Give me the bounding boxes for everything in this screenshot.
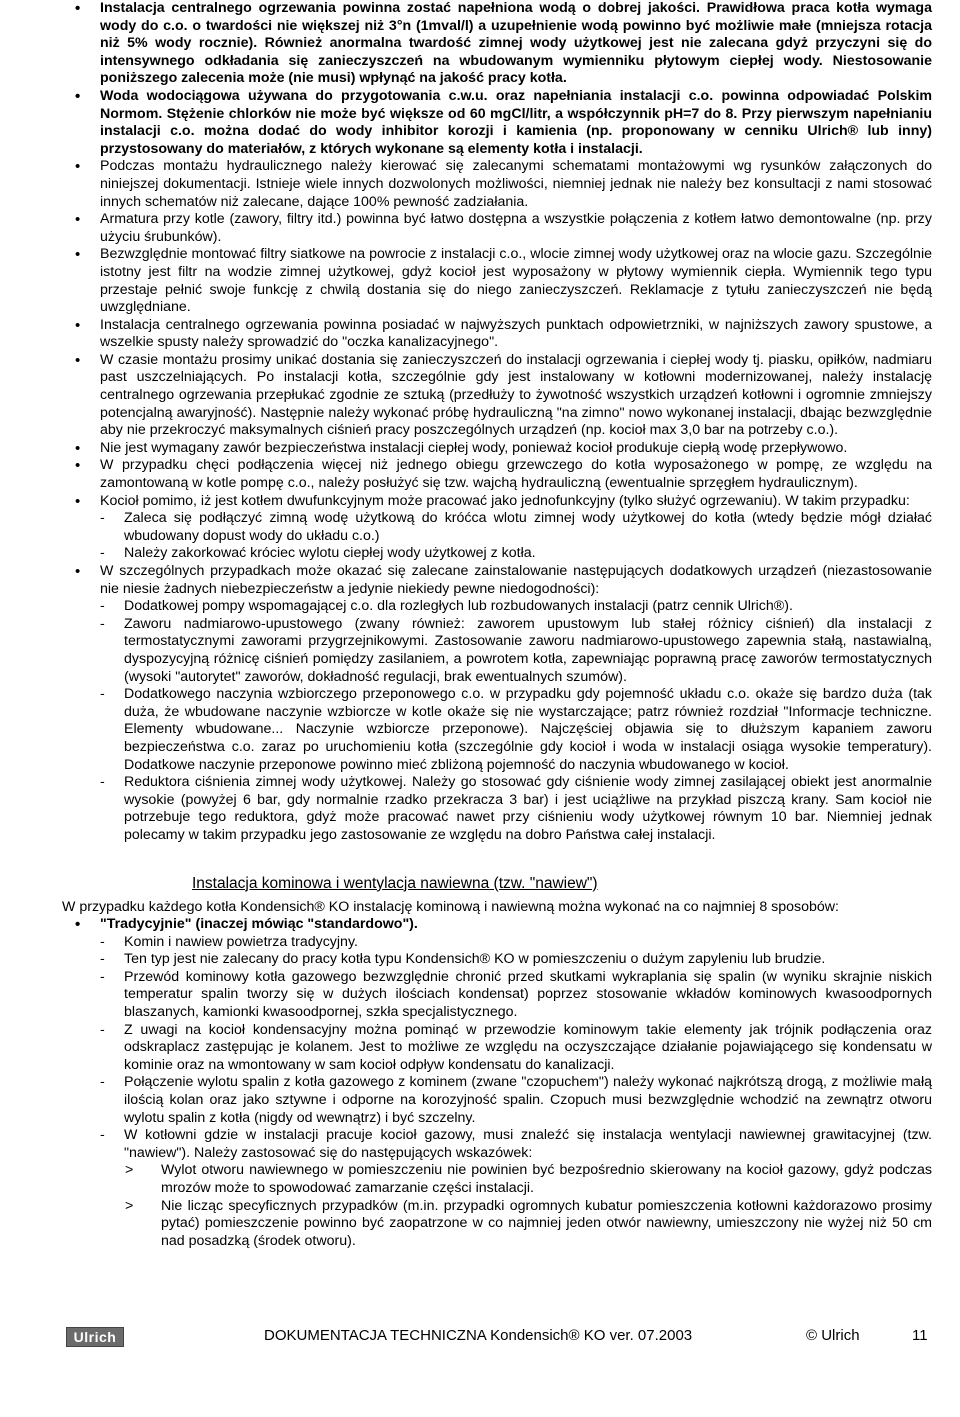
bullet-icon: •	[75, 211, 81, 229]
dash-icon: -	[100, 951, 105, 968]
item-text: Kocioł pomimo, iż jest kotłem dwufunkcyjnym może pracować jako jednofunkcyjny (tylko służyć ogrzewaniu). W takim przypadku:	[100, 492, 910, 509]
bullet-icon: •	[75, 316, 81, 334]
dash-item	[62, 1022, 932, 1075]
dash-item	[62, 616, 932, 686]
item-text: Z uwagi na kocioł kondensacyjny można pominąć w przewodzie kominowym takie elementy jak trójnik podłączenia oraz odskraplacz zastępując je kolanem. Jest to możliwe ze względu na oczyszczające działanie pojawiającego się kondensatu w kominie oraz na wmontowany w sam kocioł odpływ kondensatu do kanalizacji.	[124, 1021, 932, 1073]
bullet-item	[62, 317, 932, 352]
dash-icon: -	[100, 1021, 105, 1038]
arrow-item	[62, 1162, 932, 1197]
section-title: Instalacja kominowa i wentylacja nawiewna (tzw. "nawiew")	[192, 874, 598, 892]
item-text: Instalacja centralnego ogrzewania powinna posiadać w najwyższych punktach odpowietrzniki, w najniższych zawory spustowe, a wszelkie spusty należy sprowadzić do "oczka kanalizacyjnego".	[100, 316, 932, 351]
bullet-item	[62, 457, 932, 492]
section-intro: W przypadku każdego kotła Kondensich® KO instalację kominową i nawiewną można wykonać na co najmniej 8 sposobów:	[62, 898, 839, 915]
footer-doc-title: DOKUMENTACJA TECHNICZNA Kondensich® KO ver. 07.2003	[264, 1327, 693, 1344]
dash-icon: -	[100, 1074, 105, 1091]
bullet-icon: •	[75, 351, 81, 369]
page-number: 11	[912, 1327, 928, 1344]
item-text: W czasie montażu prosimy unikać dostania się zanieczyszczeń do instalacji ogrzewania i ciepłej wody tj. piasku, opiłków, nadmiaru past uszczelniających. Po instalacji kotła, szczególnie gdy jest instalowany w kotłowni modernizowanej, należy instalację centralnego ogrzewania przepłukać zgodnie ze sztuką (przedłuży to żywotność wszystkich urządzeń kotłowni i ogromnie zmniejszy potencjalną awaryjność). Następnie należy wykonać próbę hydrauliczną "na zimno" nowo wykonanej instalacji, dbając bezwzględnie aby nie przekroczyć maksymalnych ciśnień pracy poszczególnych urządzeń (np. kocioł max 3,0 bar na potrzeby c.o.).	[100, 351, 932, 439]
dash-item	[62, 686, 932, 774]
dash-icon: -	[100, 545, 105, 562]
dash-icon: -	[100, 615, 105, 632]
dash-icon: -	[100, 774, 105, 791]
bullet-icon: •	[75, 916, 81, 934]
document-page	[62, 0, 932, 1250]
bullet-icon: •	[75, 246, 81, 264]
bullet-icon: •	[75, 158, 81, 176]
item-text: Instalacja centralnego ogrzewania powinna zostać napełniona wodą o dobrej jakości. Prawidłowa praca kotła wymaga wody do c.o. o twardości nie większej niż 3°n (1mval/l) a uzupełnienie wodą powinno być możliwie małe (mniejsza rotacja niż 5% wody rocznie). Również anormalna twardość zimnej wody użytkowej jest nie zalecana gdyż przyczyni się do intensywnego odkładania się zanieczyszczeń na wbudowanym wymienniku płytowym ciepłej wody. Niestosowanie poniższego zalecenia może (nie musi) wpłynąć na jakość pracy kotła.	[100, 0, 932, 87]
dash-item	[62, 598, 932, 616]
item-text: Woda wodociągowa używana do przygotowania c.w.u. oraz napełniania instalacji c.o. powinna odpowiadać Polskim Normom. Stężenie chlorków nie może być większe od 60 mgCl/litr, a współczynnik pH=7 do 8. Przy pierwszym napełnianiu instalacji c.o. można dodać do wody inhibitor korozji i kamienia (np. proponowany w cenniku Ulrich® lub inny) przystosowany do materiałów, z których wykonane są elementy kotła i instalacji.	[100, 87, 932, 157]
arrow-icon: >	[125, 1162, 134, 1179]
dash-icon: -	[100, 933, 105, 950]
dash-item	[62, 1127, 932, 1162]
item-text: Dodatkowej pompy wspomagającej c.o. dla rozległych lub rozbudowanych instalacji (patrz cennik Ulrich®).	[124, 598, 793, 615]
item-text: Nie jest wymagany zawór bezpieczeństwa instalacji ciepłej wody, ponieważ kocioł produkuje ciepłą wodę przepływowo.	[100, 439, 848, 456]
dash-icon: -	[100, 686, 105, 703]
bullet-icon: •	[75, 87, 81, 105]
dash-icon: -	[100, 1127, 105, 1144]
item-text: Należy zakorkować króciec wylotu ciepłej wody użytkowej z kotła.	[124, 545, 536, 562]
item-text: Ten typ jest nie zalecany do pracy kotła typu Kondensich® KO w pomieszczeniu o dużym zapyleniu lub brudzie.	[124, 951, 826, 968]
bullet-item	[62, 158, 932, 211]
chimney-list	[62, 916, 932, 1250]
bullet-icon: •	[75, 0, 81, 17]
arrow-icon: >	[125, 1197, 134, 1214]
bullet-item	[62, 563, 932, 598]
dash-icon: -	[100, 510, 105, 527]
arrow-item	[62, 1198, 932, 1251]
item-text: Zaleca się podłączyć zimną wodę użytkową do króćca wlotu zimnej wody użytkowej do kotła (wtedy będzie mógł działać wbudowany dopust wody do układu c.o.)	[124, 510, 932, 544]
bullet-item	[62, 493, 932, 511]
bullet-item	[62, 916, 932, 934]
item-text: Nie licząc specyficznych przypadków (m.in. przypadki ogromnych kubatur pomieszczenia kotłowni każdorazowo prosimy pytać) pomieszczenie powinno być zaopatrzone w co najmniej jeden otwór nawiewny, umieszczony nie wyżej niż 50 cm nad posadzką (środek otworu).	[161, 1197, 932, 1249]
item-text: W kotłowni gdzie w instalacji pracuje kocioł gazowy, musi znaleźć się instalacja wentylacji nawiewnej grawitacyjnej (tzw. "nawiew"). Należy zastosować się do następujących wskazówek:	[124, 1127, 932, 1161]
item-text: Połączenie wylotu spalin z kotła gazowego z kominem (zwane "czopuchem") należy wykonać najkrótszą drogą, z możliwie małą ilością kolan oraz jako sztywne i odporne na korozyjność spalin. Czopuch musi bezwzględnie wchodzić na zewnątrz otworu wylotu spalin z kotła (nigdy od wewnątrz) i być szczelny.	[124, 1074, 932, 1126]
dash-icon: -	[100, 968, 105, 985]
dash-icon: -	[100, 598, 105, 615]
dash-item	[62, 774, 932, 844]
item-text: W szczególnych przypadkach może okazać się zalecane zainstalowanie następujących dodatkowych urządzeń (niezastosowanie nie niesie żadnych niebezpieczeństw a jedynie niekiedy pewne niedogodności):	[100, 563, 932, 597]
bullet-item	[62, 0, 932, 88]
bullet-icon: •	[75, 439, 81, 457]
page-footer	[66, 1327, 930, 1347]
bullet-item	[62, 246, 932, 316]
recommendations-list	[62, 0, 932, 845]
bullet-item	[62, 211, 932, 246]
bullet-icon: •	[75, 492, 81, 510]
footer-copyright: © Ulrich	[806, 1327, 860, 1344]
bullet-icon: •	[75, 457, 81, 475]
item-text: W przypadku chęci podłączenia więcej niż jednego obiegu grzewczego do kotła wyposażonego w pompę, ze względu na zamontowaną w kotle pompę c.o., należy posłużyć się tzw. wajchą hydrauliczną (ewentualnie sprzęgłem hydraulicznym).	[100, 457, 932, 492]
dash-item	[62, 1074, 932, 1127]
item-text: Armatura przy kotle (zawory, filtry itd.) powinna być łatwo dostępna a wszystkie połączenia z kotłem łatwo demontowalne (np. przy użyciu śrubunków).	[100, 211, 932, 245]
bullet-item	[62, 88, 932, 158]
dash-item	[62, 545, 932, 563]
dash-item	[62, 510, 932, 545]
bullet-item	[62, 352, 932, 440]
item-text: Dodatkowego naczynia wzbiorczego przeponowego c.o. w przypadku gdy pojemność układu c.o. okaże się bardzo duża (tak duża, że wbudowane naczynie wzbiorcze w kotle okaże się nie wystarczające; patrz również rozdział "Informacje techniczne. Elementy wbudowane... Naczynie wzbiorcze przeponowe). Najczęściej objawia się to dłuższym kapaniem zaworu bezpieczeństwa c.o. zaraz po uruchomieniu kotła (szczególnie gdy kocioł i woda w instalacji osiąga wysokie temperatury). Dodatkowe naczynie przeponowe powinno mieć zbliżoną pojemność do naczynia wbudowanego w kocioł.	[124, 686, 932, 773]
ulrich-logo: Ulrich	[66, 1327, 124, 1347]
item-text: Reduktora ciśnienia zimnej wody użytkowej. Należy go stosować gdy ciśnienie wody zimnej zasilającej obiekt jest anormalnie wysokie (powyżej 6 bar, gdy normalnie rzadko przekracza 3 bar) i jest uciążliwe na przykład piszczą krany. Sam kocioł nie potrzebuje tego reduktora, gdyż może pracować nawet przy ciśnieniu wody użytkowej równym 10 bar. Niemniej jednak polecamy w takim przypadku jego zastosowanie ze względu na dobro Państwa całej instalacji.	[124, 774, 932, 843]
item-text: Komin i nawiew powietrza tradycyjny.	[124, 933, 358, 950]
item-text: "Tradycyjnie" (inaczej mówiąc "standardowo").	[100, 916, 418, 933]
dash-item	[62, 969, 932, 1022]
bullet-item	[62, 440, 932, 458]
item-text: Bezwzględnie montować filtry siatkowe na powrocie z instalacji c.o., wlocie zimnej wody użytkowej oraz na wlocie gazu. Szczególnie istotny jest filtr na wodzie zimnej użytkowej, gdyż kocioł jest wyposażony w płytowy wymiennik ciepła. Wymiennik tego typu przestaje pełnić swoje funkcję z chwilą dostania się do niego zanieczyszczeń. Reklamacje z tytułu zanieczyszczeń nie będą uwzględniane.	[100, 246, 932, 316]
item-text: Podczas montażu hydraulicznego należy kierować się zalecanymi schematami montażowymi wg rysunków załączonych do niniejszej dokumentacji. Istnieje wiele innych dozwolonych możliwości, niemniej jednak nie należy bez konsultacji z nami stosować innych schematów niż zalecane, dające 100% pewność zadziałania.	[100, 158, 932, 210]
item-text: Zaworu nadmiarowo-upustowego (zwany również: zaworem upustowym lub stałej różnicy ciśnień) dla instalacji z termostatycznymi zaworami przygrzejnikowymi. Zastosowanie zaworu nadmiarowo-upustowego zapewnia stałą, nastawialną, dyspozycyjną różnicę ciśnień pomiędzy zasilaniem, a powrotem kotła, zapewniając poprawną pracę zaworów termostatycznych (wysoki "autorytet" zaworów, dokładność regulacji, brak ewentualnych szumów).	[124, 615, 932, 685]
bullet-icon: •	[75, 563, 81, 580]
dash-item	[62, 951, 932, 969]
item-text: Wylot otworu nawiewnego w pomieszczeniu nie powinien być bezpośrednio skierowany na kocioł gazowy, gdyż podczas mrozów może to spowodować zamarzanie części instalacji.	[161, 1162, 932, 1196]
dash-item	[62, 934, 932, 952]
item-text: Przewód kominowy kotła gazowego bezwzględnie chronić przed skutkami wykraplania się spalin (w wyniku skrajnie niskich temperatur spalin tworzy się w dużych ilościach kondensat) poprzez stosowanie wkładów kominowych kwasoodpornych blaszanych, kamionki kwasoodpornej, szkła specjalistycznego.	[124, 968, 932, 1021]
